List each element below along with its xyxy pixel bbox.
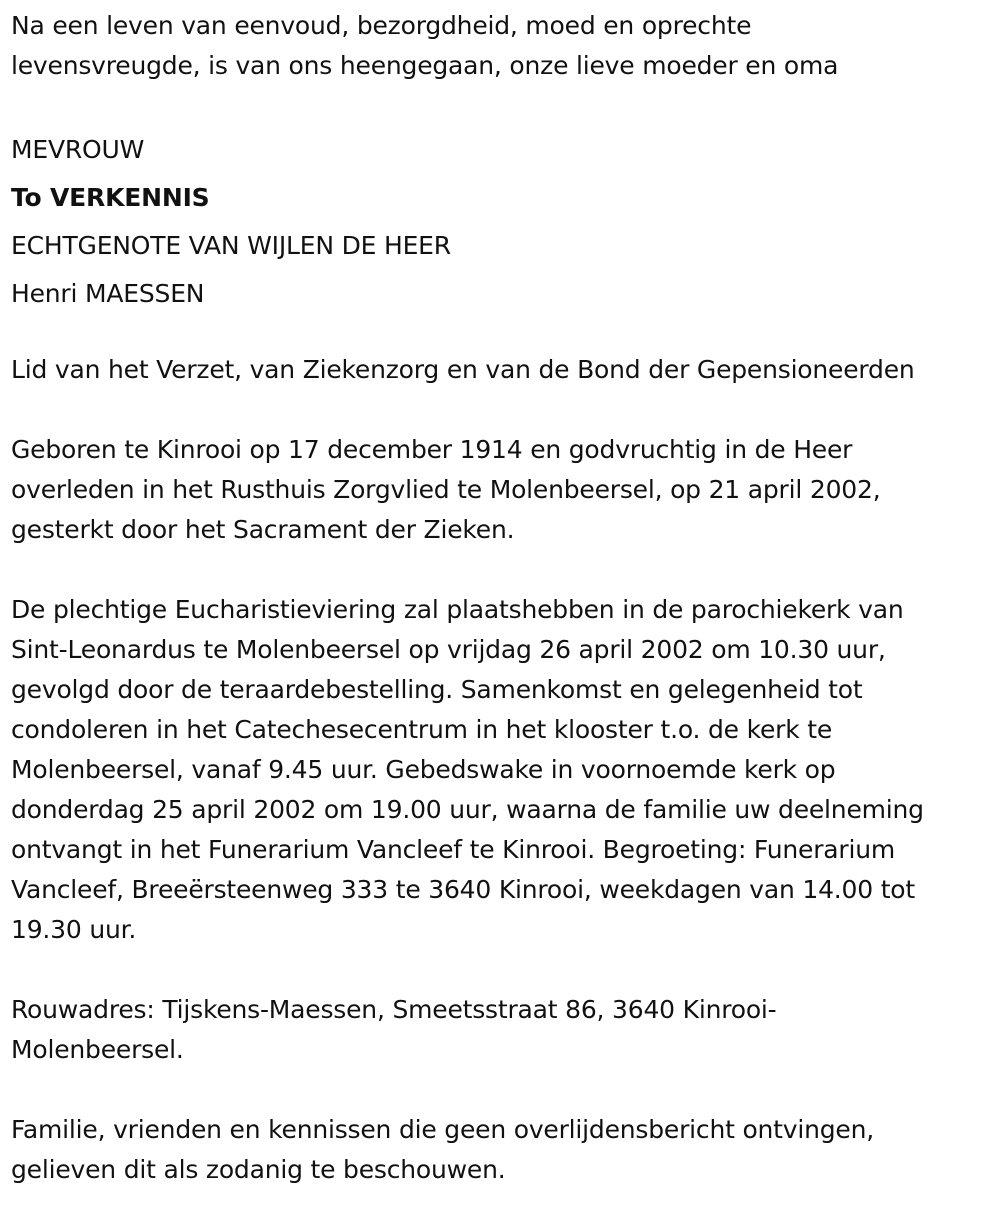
closing-paragraph	[11, 1110, 991, 1190]
ceremony-line: condoleren in het Catechesecentrum in het klooster t.o. de kerk te	[11, 715, 833, 744]
address-line: Molenbeersel.	[11, 1035, 184, 1064]
intro-line: levensvreugde, is van ons heengegaan, onze lieve moeder en oma	[11, 51, 839, 80]
ceremony-line: ontvangt in het Funerarium Vancleef te Kinrooi. Begroeting: Funerarium	[11, 835, 896, 864]
birth-death-line: Geboren te Kinrooi op 17 december 1914 en godvruchtig in de Heer	[11, 435, 853, 464]
deceased-heading	[11, 126, 991, 318]
intro-line: Na een leven van eenvoud, bezorgdheid, moed en oprechte	[11, 11, 752, 40]
ceremony-line: De plechtige Eucharistieviering zal plaatshebben in de parochiekerk van	[11, 595, 904, 624]
intro-paragraph	[11, 6, 991, 86]
ceremony-line: Molenbeersel, vanaf 9.45 uur. Gebedswake in voornoemde kerk op	[11, 755, 836, 784]
ceremony-line: Sint-Leonardus te Molenbeersel op vrijdag 26 april 2002 om 10.30 uur,	[11, 635, 886, 664]
ceremony-line: Vancleef, Breeërsteenweg 333 te 3640 Kinrooi, weekdagen van 14.00 tot	[11, 875, 915, 904]
ceremony-paragraph	[11, 590, 991, 950]
ceremony-line: 19.30 uur.	[11, 915, 137, 944]
membership-paragraph	[11, 350, 991, 390]
ceremony-line: donderdag 25 april 2002 om 19.00 uur, waarna de familie uw deelneming	[11, 795, 924, 824]
birth-death-line: overleden in het Rusthuis Zorgvlied te Molenbeersel, op 21 april 2002,	[11, 475, 881, 504]
closing-line: Familie, vrienden en kennissen die geen overlijdensbericht ontvingen,	[11, 1115, 875, 1144]
honorific: MEVROUW	[11, 135, 145, 164]
spouse-name: Henri MAESSEN	[11, 279, 205, 308]
address-paragraph	[11, 990, 991, 1070]
obituary-document	[11, 6, 991, 1190]
deceased-name: To VERKENNIS	[11, 183, 210, 212]
closing-line: gelieven dit als zodanig te beschouwen.	[11, 1155, 506, 1184]
ceremony-line: gevolgd door de teraardebestelling. Samenkomst en gelegenheid tot	[11, 675, 863, 704]
spouse-label: ECHTGENOTE VAN WIJLEN DE HEER	[11, 231, 451, 260]
address-line: Rouwadres: Tijskens-Maessen, Smeetsstraat 86, 3640 Kinrooi-	[11, 995, 777, 1024]
birth-death-paragraph	[11, 430, 991, 550]
membership-line: Lid van het Verzet, van Ziekenzorg en van de Bond der Gepensioneerden	[11, 355, 915, 384]
birth-death-line: gesterkt door het Sacrament der Zieken.	[11, 515, 515, 544]
